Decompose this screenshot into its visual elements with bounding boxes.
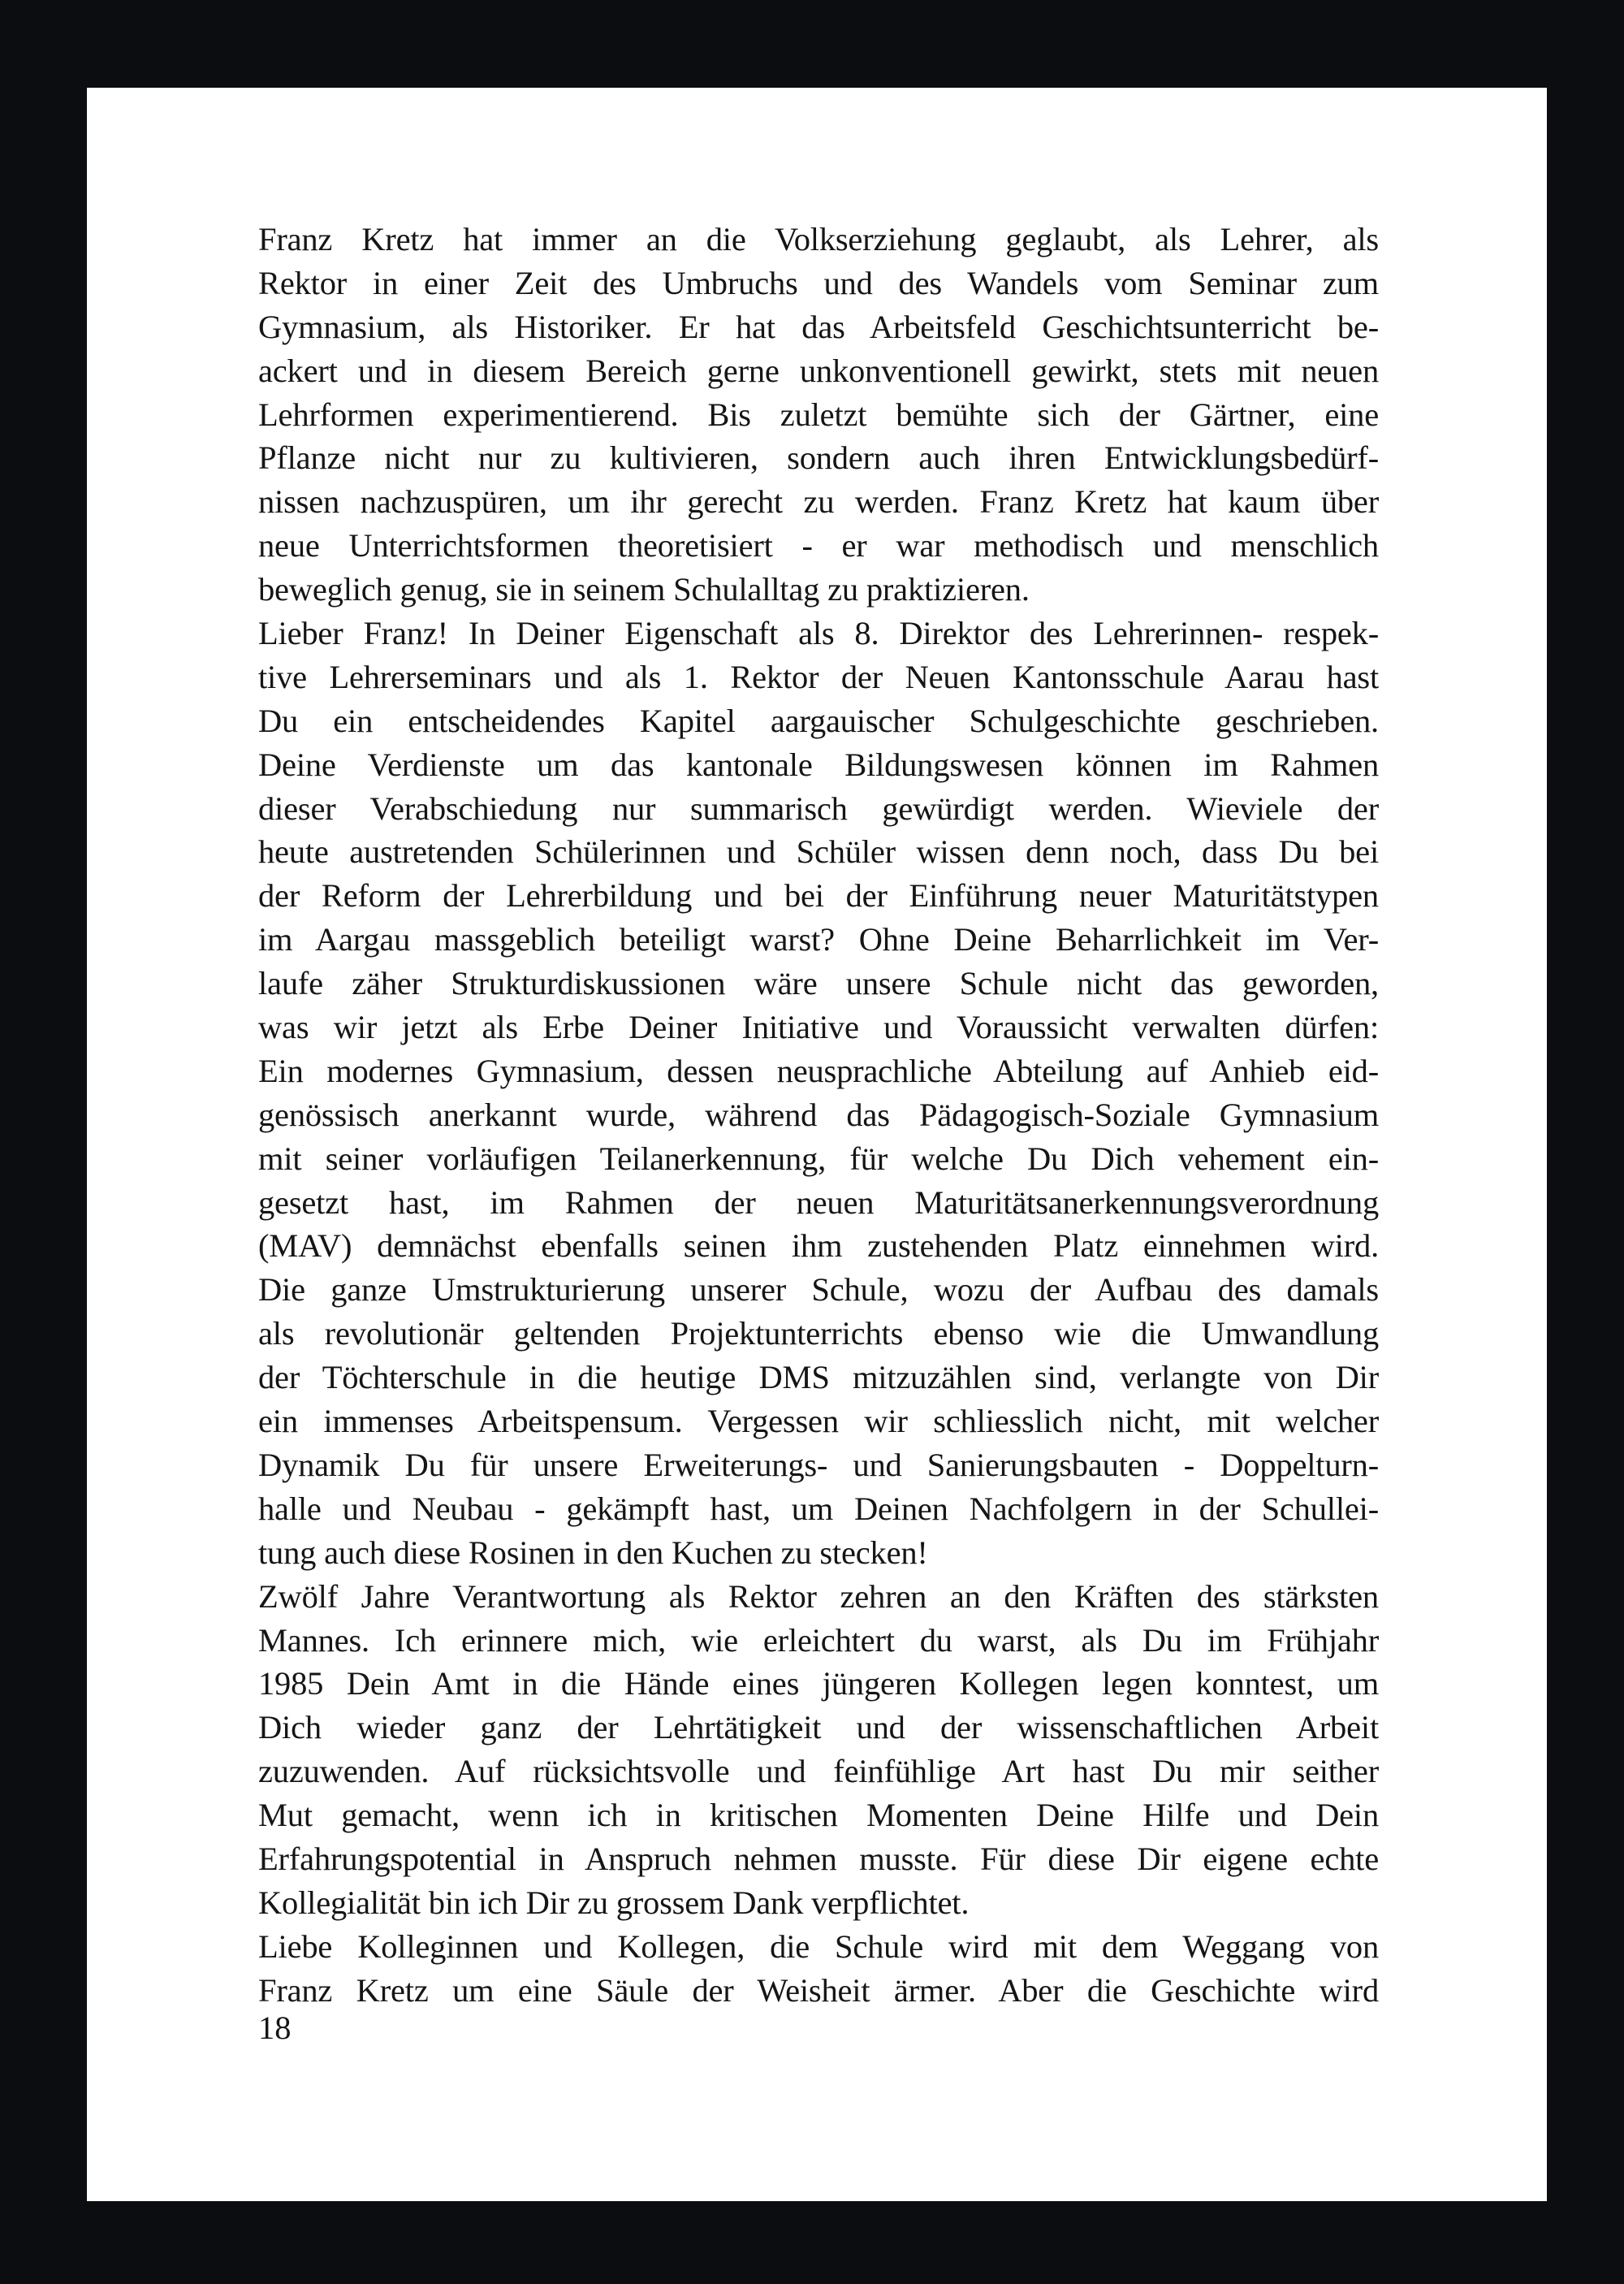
text-line: zuzuwenden. Auf rücksichtsvolle und feinfühlige Art hast Du mir seither	[258, 1753, 1379, 1790]
text-line: Ein modernes Gymnasium, dessen neusprachliche Abteilung auf Anhieb eid-	[258, 1052, 1379, 1089]
text-line: nissen nachzuspüren, um ihr gerecht zu werden. Franz Kretz hat kaum über	[258, 483, 1379, 521]
text-line: ein immenses Arbeitspensum. Vergessen wir schliesslich nicht, mit welcher	[258, 1403, 1379, 1440]
text-line: Lieber Franz! In Deiner Eigenschaft als 8. Direktor des Lehrerinnen- respek-	[258, 615, 1379, 652]
paragraph	[258, 1575, 1379, 1925]
text-line: Mannes. Ich erinnere mich, wie erleichtert du warst, als Du im Frühjahr	[258, 1621, 1379, 1659]
text-line: Liebe Kolleginnen und Kollegen, die Schule wird mit dem Weggang von	[258, 1927, 1379, 1965]
text-line: Zwölf Jahre Verantwortung als Rektor zehren an den Kräften des stärksten	[258, 1577, 1379, 1615]
text-line: 1985 Dein Amt in die Hände eines jüngeren Kollegen legen konntest, um	[258, 1665, 1379, 1702]
text-line: Rektor in einer Zeit des Umbruchs und des Wandels vom Seminar zum	[258, 264, 1379, 301]
text-line: Kollegialität bin ich Dir zu grossem Dank verpflichtet.	[258, 1884, 970, 1921]
paragraph	[258, 218, 1379, 612]
document-page	[87, 88, 1547, 2201]
page-number: 18	[258, 2009, 292, 2046]
text-line: Dich wieder ganz der Lehrtätigkeit und der wissenschaftlichen Arbeit	[258, 1709, 1379, 1746]
text-line: neue Unterrichtsformen theoretisiert - er war methodisch und menschlich	[258, 527, 1379, 565]
text-line: Du ein entscheidendes Kapitel aargauischer Schulgeschichte geschrieben.	[258, 702, 1379, 739]
text-line: Pflanze nicht nur zu kultivieren, sondern auch ihren Entwicklungsbedürf-	[258, 439, 1379, 477]
text-line: mit seiner vorläufigen Teilanerkennung, für welche Du Dich vehement ein-	[258, 1140, 1379, 1177]
text-line: was wir jetzt als Erbe Deiner Initiative und Voraussicht verwalten dürfen:	[258, 1009, 1379, 1046]
text-line: als revolutionär geltenden Projektunterrichts ebenso wie die Umwandlung	[258, 1315, 1379, 1352]
text-line: Die ganze Umstrukturierung unserer Schule, wozu der Aufbau des damals	[258, 1271, 1379, 1309]
text-line: ackert und in diesem Bereich gerne unkonventionell gewirkt, stets mit neuen	[258, 352, 1379, 389]
text-line: heute austretenden Schülerinnen und Schüler wissen denn noch, dass Du bei	[258, 833, 1379, 871]
text-line: Mut gemacht, wenn ich in kritischen Momenten Deine Hilfe und Dein	[258, 1797, 1379, 1834]
text-line: gesetzt hast, im Rahmen der neuen Maturitätsanerkennungsverordnung	[258, 1183, 1379, 1221]
paragraph	[258, 612, 1379, 1575]
text-line: laufe zäher Strukturdiskussionen wäre unsere Schule nicht das geworden,	[258, 965, 1379, 1002]
body-text	[258, 218, 1379, 2013]
text-line: Lehrformen experimentierend. Bis zuletzt bemühte sich der Gärtner, eine	[258, 396, 1379, 433]
text-line: genössisch anerkannt wurde, während das Pädagogisch-Soziale Gymnasium	[258, 1096, 1379, 1133]
text-line: der Reform der Lehrerbildung und bei der Einführung neuer Maturitätstypen	[258, 877, 1379, 915]
text-line: halle und Neubau - gekämpft hast, um Deinen Nachfolgern in der Schullei-	[258, 1490, 1379, 1527]
text-line: (MAV) demnächst ebenfalls seinen ihm zustehenden Platz einnehmen wird.	[258, 1227, 1379, 1265]
text-line: Dynamik Du für unsere Erweiterungs- und Sanierungsbauten - Doppelturn-	[258, 1446, 1379, 1483]
text-line: tive Lehrerseminars und als 1. Rektor der Neuen Kantonsschule Aarau hast	[258, 658, 1379, 695]
text-line: Erfahrungspotential in Anspruch nehmen musste. Für diese Dir eigene echte	[258, 1840, 1379, 1877]
text-line: tung auch diese Rosinen in den Kuchen zu stecken!	[258, 1533, 928, 1571]
text-line: beweglich genug, sie in seinem Schulalltag zu praktizieren.	[258, 571, 1030, 608]
text-line: Gymnasium, als Historiker. Er hat das Arbeitsfeld Geschichtsunterricht be-	[258, 308, 1379, 345]
text-line: im Aargau massgeblich beteiligt warst? Ohne Deine Beharrlichkeit im Ver-	[258, 921, 1379, 958]
text-line: Deine Verdienste um das kantonale Bildungswesen können im Rahmen	[258, 746, 1379, 783]
text-line: der Töchterschule in die heutige DMS mitzuzählen sind, verlangte von Dir	[258, 1359, 1379, 1396]
text-line: Franz Kretz um eine Säule der Weisheit ärmer. Aber die Geschichte wird	[258, 1971, 1379, 2009]
text-line: dieser Verabschiedung nur summarisch gewürdigt werden. Wieviele der	[258, 789, 1379, 827]
paragraph	[258, 1925, 1379, 2013]
text-line: Franz Kretz hat immer an die Volkserziehung geglaubt, als Lehrer, als	[258, 221, 1379, 257]
